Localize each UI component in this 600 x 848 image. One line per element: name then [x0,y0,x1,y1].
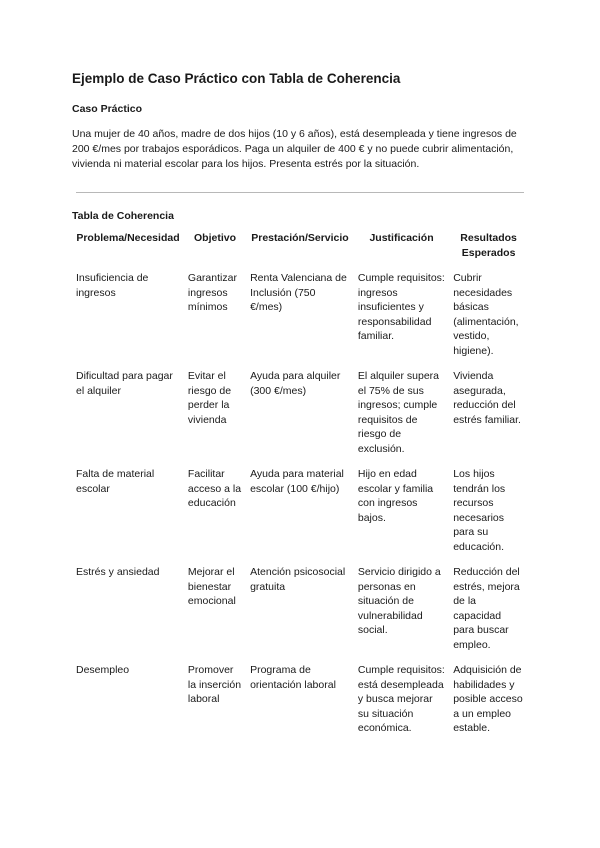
case-heading: Caso Práctico [72,103,143,115]
cell-objetivo: Evitar el riesgo de perder la vivienda [187,370,232,426]
table-row [72,369,528,467]
cell-prestacion: Renta Valenciana de Inclusión (750 €/mes) [250,272,347,314]
header-prestacion: Prestación/Servicio [251,232,349,244]
cell-objetivo: Garantizar ingresos mínimos [187,272,237,314]
cell-prestacion: Ayuda para alquiler (300 €/mes) [250,370,341,397]
table-row [72,467,528,565]
cell-prestacion: Ayuda para material escolar (100 €/hijo) [250,468,344,495]
cell-justificacion: Cumple requisitos: está desempleada y busca mejorar su situación económica. [357,664,445,735]
cell-objetivo: Facilitar acceso a la educación [187,468,242,510]
cell-problema: Desempleo [76,664,130,676]
header-objetivo: Objetivo [194,232,237,244]
cell-resultados: Vivienda asegurada, reducción del estrés familiar. [453,370,521,426]
cell-resultados: Los hijos tendrán los recursos necesarios para su educación. [453,468,506,553]
table-row [72,565,528,663]
horizontal-divider [76,192,524,193]
cell-problema: Dificultad para pagar el alquiler [76,370,173,397]
cell-problema: Falta de material escolar [76,468,155,495]
header-justificacion: Justificación [369,232,434,244]
cell-objetivo: Mejorar el bienestar emocional [187,566,236,608]
document-title: Ejemplo de Caso Práctico con Tabla de Coherencia [72,71,401,86]
table-heading: Tabla de Coherencia [72,210,174,222]
coherence-table [72,229,528,773]
cell-justificacion: Cumple requisitos: ingresos insuficientes y responsabilidad familiar. [357,272,445,343]
cell-prestacion: Programa de orientación laboral [250,664,336,691]
header-problema: Problema/Necesidad [76,232,180,244]
table-row [72,271,528,369]
cell-resultados: Reducción del estrés, mejora de la capacidad para buscar empleo. [453,566,520,651]
cell-justificacion: El alquiler supera el 75% de sus ingresos; cumple requisitos de riesgo de exclusión. [357,370,440,455]
cell-resultados: Cubrir necesidades básicas (alimentación, vestido, higiene). [453,272,519,357]
table-header-row [72,229,528,271]
case-paragraph: Una mujer de 40 años, madre de dos hijos (10 y 6 años), está desempleada y tiene ingresos de 200 €/mes por trabajos esporádicos. Paga un alquiler de 400 € y no puede cubrir alimentación, vivienda ni material escolar para los hijos. Presenta estrés por la situación. [72,128,517,170]
cell-problema: Estrés y ansiedad [76,566,160,578]
cell-problema: Insuficiencia de ingresos [76,272,149,299]
cell-resultados: Adquisición de habilidades y posible acceso a un empleo estable. [453,664,523,735]
cell-objetivo: Promover la inserción laboral [187,664,242,706]
cell-prestacion: Atención psicosocial gratuita [250,566,346,593]
cell-justificacion: Hijo en edad escolar y familia con ingresos bajos. [357,468,434,524]
cell-justificacion: Servicio dirigido a personas en situación de vulnerabilidad social. [357,566,441,637]
table-row [72,663,528,773]
header-resultados: Resultados Esperados [460,232,517,259]
